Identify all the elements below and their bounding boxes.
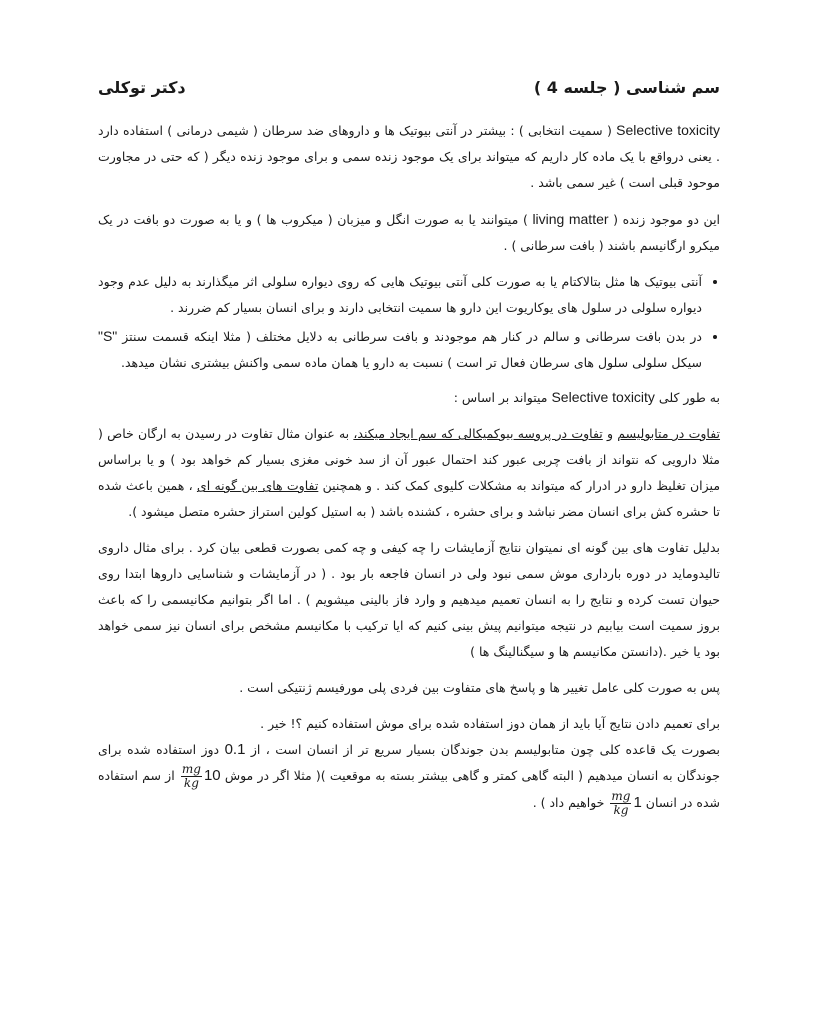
unit-mg-per-kg	[610, 790, 631, 817]
bullet-text-after: سیکل سلولی سلول های سرطان فعال تر است ) نسبت به دارو یا همان ماده سمی واکنش بیشتری نشان میدهد.	[120, 355, 702, 370]
underlined-biochemical-process: تفاوت در پروسه بیوکمیکالی که سم ایجاد میکند،	[353, 426, 603, 441]
paragraph-dose-question	[98, 711, 720, 737]
unit-numerator: mg	[181, 762, 201, 776]
term-s-phase: "S"	[98, 328, 118, 344]
mouse-dose: 10	[203, 767, 221, 784]
list-item	[98, 269, 702, 321]
unit-mg-per-kg	[181, 763, 202, 790]
bullet-text-before: در بدن بافت سرطانی و سالم در کنار هم موجودند و بافت سرطانی به دلایل مختلف ( مثلا اینکه قسمت سنتز	[117, 329, 702, 344]
text-conjunction: و	[602, 426, 618, 441]
text-end: ، همین باعث شده تا حشره کش برای انسان مضر نباشد و برای حشره ، کشنده باشد ( به استیل کولین استراز حشره متصل میشود ).	[98, 478, 720, 519]
lecture-title: سم شناسی ( جلسه 4 )	[533, 78, 720, 97]
unit-denominator: kg	[183, 776, 199, 790]
paragraph-polymorphism	[98, 675, 720, 701]
underlined-metabolism: تفاوت در متابولیسم	[617, 426, 721, 441]
text-after: خواهیم داد ) .	[532, 795, 609, 810]
list-item	[98, 323, 702, 376]
bullet-text: آنتی بیوتیک ها مثل بتالاکتام یا به صورت کلی آنتی بیوتیک هایی که روی دیواره سلولی اثر میگذارند به دلیل عدم وجود دیواره سلولی در سلول های یوکاریوت این دارو ها سمیت انتخابی دارند و برای انسان بسیار کم ضررند .	[98, 274, 702, 315]
term-selective-toxicity: Selective toxicity	[616, 122, 720, 138]
human-dose: 1	[633, 794, 642, 811]
text-before: به طور کلی	[654, 390, 720, 405]
paragraph-dose-rule	[98, 737, 720, 817]
dose-fraction: 0.1	[224, 741, 246, 758]
paragraph-living-matter	[98, 206, 720, 259]
text-before: بصورت یک قاعده کلی چون متابولیسم بدن جوندگان بسیار سریع تر از انسان است ، از	[245, 742, 720, 757]
paragraph-interspecies-results	[98, 535, 720, 665]
text-middle: دوز استفاده شده برای جوندگان به انسان میدهیم ( البته گاهی کمتر و گاهی بیشتر بسته به موقعیت )( مثلا اگر در موش	[98, 742, 720, 783]
text-middle: به عنوان مثال تفاوت در رسیدن به ارگان خاص ( مثلا دارویی که نتواند از بافت چربی عبور کند احتمال عبور آن از سد خونی مغزی بسیار کم خواهد بود ) و یا براساس میزان تغلیظ دارو در ادرار که میتواند به مشکلات کلیوی کمک کند . و همچنین	[98, 426, 721, 493]
header	[98, 78, 720, 97]
paragraph-text: ( سمیت انتخابی ) : بیشتر در آنتی بیوتیک ها و داروهای ضد سرطان ( شیمی درمانی ) استفاده دارد . یعنی درواقع با یک ماده کار داریم که میتواند برای یک موجود زنده سمی و برای موجود زنده دیگر ( که حتی در مجاورت موحود قبلی است ) غیر سمی باشد .	[98, 123, 720, 190]
paragraph-text: پس به صورت کلی عامل تغییر ها و پاسخ های متفاوت بین فردی پلی مورفیسم ژنتیکی است .	[239, 680, 720, 695]
paragraph-basis	[98, 384, 720, 411]
paragraph-text: بدلیل تفاوت های بین گونه ای نمیتوان نتایج آزمایشات را چه کیفی و چه کمی بصورت قطعی بیان کرد . برای مثال داروی تالیدوماید در دوره بارداری موش سمی نبود ولی در انسان فاجعه بار بود . ( در آزمایشات و شناسایی داروها ابتدا روی حیوان تست کرده و نتایج را به انسان تعمیم میدهیم و وارد فاز بالینی میشویم ) . اما اگر بتوانیم مکانیسمی را که باعث بروز سمیت است بیابیم در نتیجه میتوانیم پیش بینی کنیم که ایا ترکیب با مکانیسم مشخص برای انسان نیز سمی خواهد بود یا خیر .(دانستن مکانیسم ها و سیگنالینگ ها )	[98, 540, 720, 659]
unit-denominator: kg	[613, 803, 629, 817]
paragraph-selective-toxicity-definition	[98, 117, 720, 196]
term-selective-toxicity: Selective toxicity	[551, 389, 655, 405]
text-after: ) میتوانند یا به صورت انگل و میزبان ( میکروب ها ) و یا به صورت دو بافت در یک میکرو ارگانیسم باشند ( بافت سرطانی ) .	[98, 212, 720, 253]
term-living-matter: living matter	[532, 211, 609, 227]
author-name: دکتر توکلی	[98, 78, 186, 97]
text-before: این دو موجود زنده (	[608, 212, 721, 227]
question-text: برای تعمیم دادن نتایج آیا باید از همان دوز استفاده شده برای موش استفاده کنیم ؟! خیر .	[260, 716, 720, 731]
text-middle-2: از سم استفاده شده در انسان	[98, 768, 720, 810]
paragraph-differences	[98, 421, 720, 525]
underlined-interspecies: تفاوت های بین گونه ای	[196, 478, 319, 493]
text-after: میتواند بر اساس :	[453, 390, 552, 405]
bullet-list	[98, 269, 720, 376]
unit-numerator: mg	[611, 789, 631, 803]
